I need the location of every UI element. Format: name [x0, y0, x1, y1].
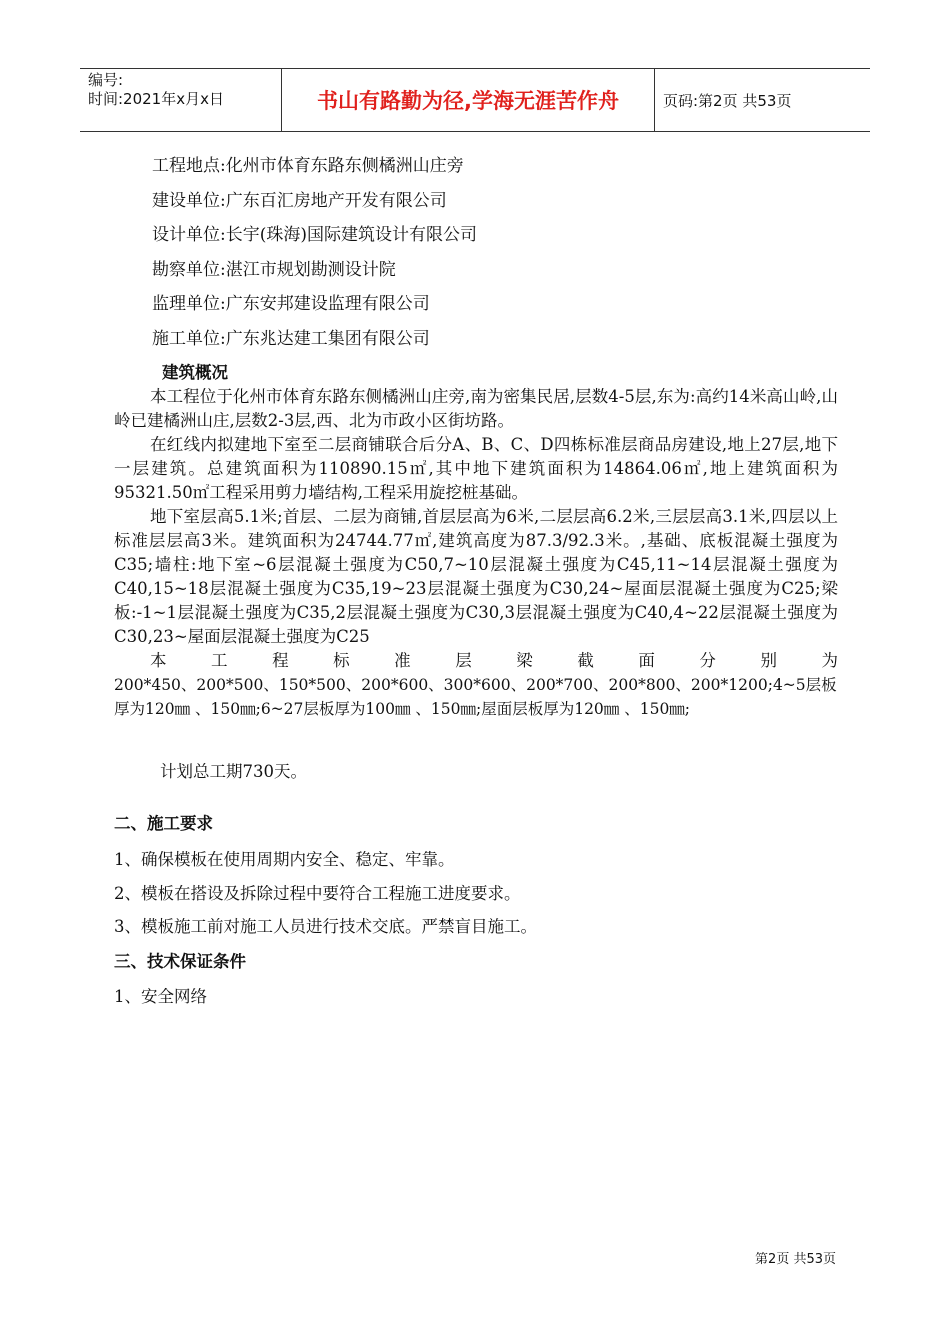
info-location: 工程地点:化州市体育东路东侧橘洲山庄旁 — [152, 156, 464, 176]
info-surveyor: 勘察单位:湛江市规划勘测设计院 — [152, 259, 396, 280]
number-label: 编号: — [88, 71, 124, 89]
motto: 书山有路勤为径,学海无涯苦作舟 — [282, 69, 655, 131]
tech-item: 1、安全网络 — [114, 987, 207, 1006]
header-table — [80, 68, 870, 132]
slab-thickness-line: 厚为120㎜ 、150㎜;6~27层板厚为100㎜ 、150㎜;屋面层板厚为120㎜ 、150㎜; — [114, 700, 691, 718]
overview-paragraph-3: 地下室层高5.1米;首层、二层为商铺,首层层高为6米,二层层高6.2米,三层层高3.1米,四层以上标准层层高3米。建筑面积为24744.77㎡,建筑高度为87.3/92.3米。,基础、底板混凝土强度为C35;墙柱:地下室~6层混凝土强度为C50,7~10层混凝土强度为C45,11~14层混凝土强度为C40,15~18层混凝土强度为C35,19~23层混凝土强度为C30,24~屋面层混凝土强度为C25;梁板:-1~1层混凝土强度为C35,2层混凝土强度为C30,3层混凝土强度为C40,4~22层混凝土强度为C30,23~屋面层混凝土强度为C25 — [114, 507, 838, 646]
info-supervisor: 监理单位:广东安邦建设监理有限公司 — [152, 294, 430, 314]
tech-heading: 三、技术保证条件 — [114, 952, 246, 971]
footer-page-label: 第2页 共53页 — [755, 1252, 836, 1267]
beam-sizes-line: 200*450、200*500、150*500、200*600、300*600、200*700、200*800、200*1200;4~5层板 — [114, 676, 837, 694]
header-meta-cell — [80, 69, 282, 131]
overview-paragraph-1: 本工程位于化州市体育东路东侧橘洲山庄旁,南为密集民居,层数4-5层,东为:高约14米高山岭,山岭已建橘洲山庄,层数2-3层,西、北为市政小区街坊路。 — [114, 387, 838, 430]
info-developer: 建设单位:广东百汇房地产开发有限公司 — [152, 190, 447, 211]
info-designer: 设计单位:长宇(珠海)国际建筑设计有限公司 — [152, 225, 477, 245]
requirements-heading: 二、施工要求 — [114, 814, 213, 833]
requirement-item: 2、模板在搭设及拆除过程中要符合工程施工进度要求。 — [114, 884, 521, 903]
overview-paragraph-2: 在红线内拟建地下室至二层商铺联合后分A、B、C、D四栋标准层商品房建设,地上27层,地下一层建筑。总建筑面积为110890.15㎡,其中地下建筑面积为14864.06㎡,地上建筑面积为95321.50㎡工程采用剪力墙结构,工程采用旋挖桩基础。 — [114, 435, 838, 502]
project-info-list — [152, 152, 477, 359]
requirement-item: 1、确保模板在使用周期内安全、稳定、牢靠。 — [114, 850, 455, 869]
overview-section — [114, 361, 838, 721]
header-page-label: 页码:第2页 共53页 — [663, 91, 792, 110]
date-label: 时间:2021年x月x日 — [88, 90, 224, 108]
info-contractor: 施工单位:广东兆达建工集团有限公司 — [152, 328, 430, 349]
beam-section-line: 本工程标准层梁截面分别为 — [150, 651, 838, 670]
overview-heading: 建筑概况 — [162, 363, 228, 382]
requirement-item: 3、模板施工前对施工人员进行技术交底。严禁盲目施工。 — [114, 917, 537, 936]
schedule-text: 计划总工期730天。 — [160, 762, 307, 781]
